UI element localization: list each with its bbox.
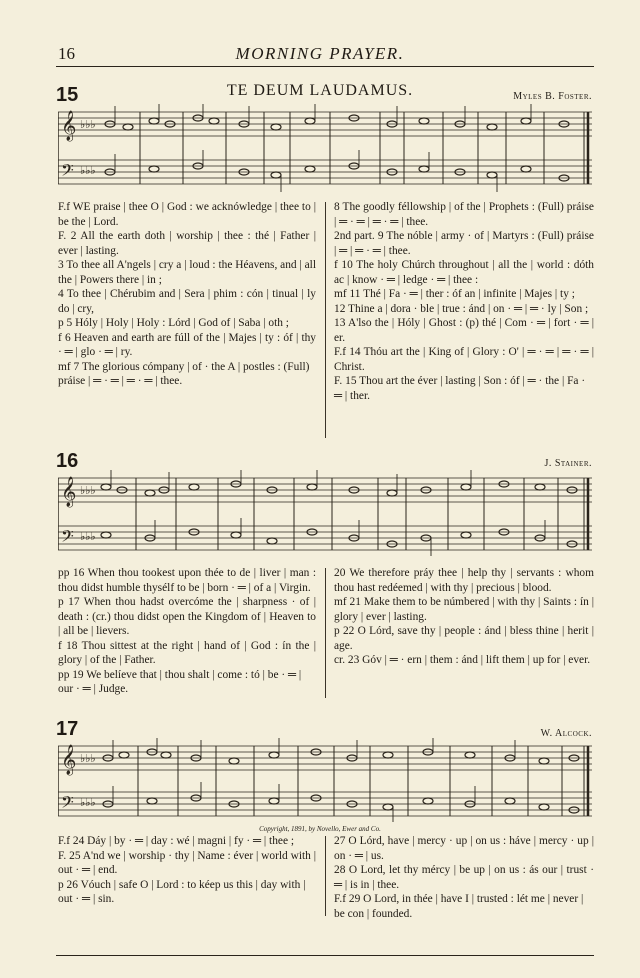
verse: p 17 When thou hadst overcóme the | sharpness · of | death : (cr.) thou didst open the Kingdom of | Heaven to | all be | lievers. (58, 596, 316, 637)
verse: 2nd part. 9 The nóble | army · of | Martyrs : (Full) práise | ═ | ═ · ═ | thee. (334, 230, 594, 257)
composer-15: Myles B. Foster. (513, 91, 592, 102)
music-score-16 (58, 470, 594, 562)
bass-staff-15 (58, 160, 592, 184)
header-rule (56, 66, 594, 67)
verses-17-left (58, 834, 316, 907)
running-title: MORNING PRAYER. (235, 44, 405, 63)
verse: pp 16 When thou tookest upon thée to de | liver | man : thou didst humble thysélf to be | born · ═ | of a | Virgin. (58, 567, 316, 594)
verse: 27 O Lórd, have | mercy · up | on us : háve | mercy · up | on · ═ | us. (334, 835, 594, 862)
verse: mf 21 Make them to be númbered | with thy | Saints : ín | glory | ever | lasting. (334, 596, 594, 623)
verse: f 18 Thou sittest at the right | hand of | God : ín the | glory | of the | Father. (58, 639, 316, 666)
hymn-number-16: 16 (56, 450, 79, 472)
svg-text:♭♭♭: ♭♭♭ (80, 531, 96, 543)
music-score-17 (58, 738, 594, 824)
verses-17-right (334, 834, 594, 921)
verse: f 6 Heaven and earth are fúll of the | Majes | ty : óf | thy · ═ | glo · ═ | ry. (58, 331, 316, 358)
verse: 12 Thine a | dora · ble | true : ánd | on · ═ | ═ · ly | Son ; (334, 302, 589, 315)
verse: p 26 Vóuch | safe O | Lord : to kéep us this | day with | out · ═ | sin. (58, 878, 306, 905)
verse: p 5 Hóly | Holy | Holy : Lórd | God of | Saba | oth ; (58, 317, 289, 329)
barlines-15 (140, 112, 588, 184)
copyright-notice: Copyright, 1891, by Novello, Ewer and Co. (259, 825, 381, 833)
verses-16-left (58, 566, 316, 697)
treble-clef-icon: 𝄞 (61, 111, 77, 141)
composer-16: J. Stainer. (544, 458, 592, 469)
verse: 4 To thee | Chérubim and | Sera | phim : cón | tinual | ly do | cry, (58, 288, 316, 315)
verse: mf 11 Thé | Fa · ═ | ther : óf an | infinite | Majes | ty ; (334, 288, 575, 300)
verse: F. 25 A'nd we | worship · thy | Name : éver | world with | out · ═ | end. (58, 849, 316, 876)
key-signature-icon: ♭♭♭ (80, 119, 96, 131)
bass-clef-icon: 𝄢 (61, 526, 74, 550)
bass-clef-icon: 𝄢 (61, 792, 74, 816)
svg-text:♭♭♭: ♭♭♭ (80, 165, 96, 177)
verse: F.f 14 Thóu art the | King of | Glory : O' | ═ · ═ | ═ · ═ | Christ. (334, 346, 594, 373)
verse: pp 19 We belíeve that | thou shalt | come : tó | be · ═ | our · ═ | Judge. (58, 668, 302, 695)
treble-staff-15 (58, 112, 592, 136)
music-score-15 (58, 104, 594, 196)
verses-15-right (334, 200, 594, 403)
verse: F. 2 All the earth doth | worship | thee : thé | Father | ever | lasting. (58, 230, 316, 257)
column-rule (325, 568, 326, 698)
hymn-number-17: 17 (56, 718, 79, 740)
verse: 20 We therefore práy thee | help thy | servants : whom thou hast redéemed | with thy | precious | blood. (334, 567, 594, 594)
bass-clef-icon: 𝄢 (61, 160, 74, 184)
composer-17: W. Alcock. (540, 728, 592, 739)
hymn-title-15: TE DEUM LAUDAMUS. (226, 82, 414, 99)
verse: 28 O Lord, let thy mércy | be up | on us : ás our | trust · ═ | is in | thee. (334, 864, 594, 891)
verses-16-right (334, 566, 594, 668)
verse: 3 To thee all A'ngels | cry a | loud : the Héavens, and | all the | Powers there | in ; (58, 259, 316, 286)
treble-clef-icon: 𝄞 (61, 745, 77, 775)
svg-text:♭♭♭: ♭♭♭ (80, 485, 96, 497)
verses-15-left (58, 200, 316, 389)
column-rule (325, 202, 326, 438)
verse: f 10 The holy Chúrch throughout | all the | world : dóth ac | know · ═ | ledge · ═ | thee : (334, 259, 594, 286)
treble-clef-icon: 𝄞 (61, 477, 77, 507)
verse: F.f 29 O Lord, in thée | have I | trusted : lét me | never | be con | founded. (334, 893, 584, 920)
footer-rule (56, 955, 594, 956)
verse: mf 7 The glorious cómpany | of · the A | postles : (Full) práise | ═ · ═ | ═ · ═ | thee. (58, 360, 310, 387)
verse: p 22 O Lórd, save thy | people : ánd | bless thine | herit | age. (334, 625, 594, 652)
verse: 13 A'lso the | Hóly | Ghost : (p) thé | Com · ═ | fort · ═ | er. (334, 317, 594, 344)
verse: 8 The goodly féllowship | of the | Prophets : (Full) práise | ═ · ═ | ═ · ═ | thee. (334, 201, 594, 228)
svg-text:♭♭♭: ♭♭♭ (80, 797, 96, 809)
svg-text:♭♭♭: ♭♭♭ (80, 753, 96, 765)
verse: F.f 24 Dáy | by · ═ | day : wé | magni | fy · ═ | thee ; (58, 835, 295, 847)
page-number: 16 (58, 44, 75, 63)
notes-15 (105, 115, 569, 181)
verse: F. 15 Thou art the éver | lasting | Son : óf | ═ · the | Fa · ═ | ther. (334, 375, 586, 402)
column-rule (325, 836, 326, 916)
verse: F.f WE praise | thee O | God : we acknówledge | thee to | be the | Lord. (58, 201, 316, 228)
hymn-number-15: 15 (56, 84, 79, 106)
verse: cr. 23 Góv | ═ · ern | them : ánd | lift them | up for | ever. (334, 654, 591, 666)
